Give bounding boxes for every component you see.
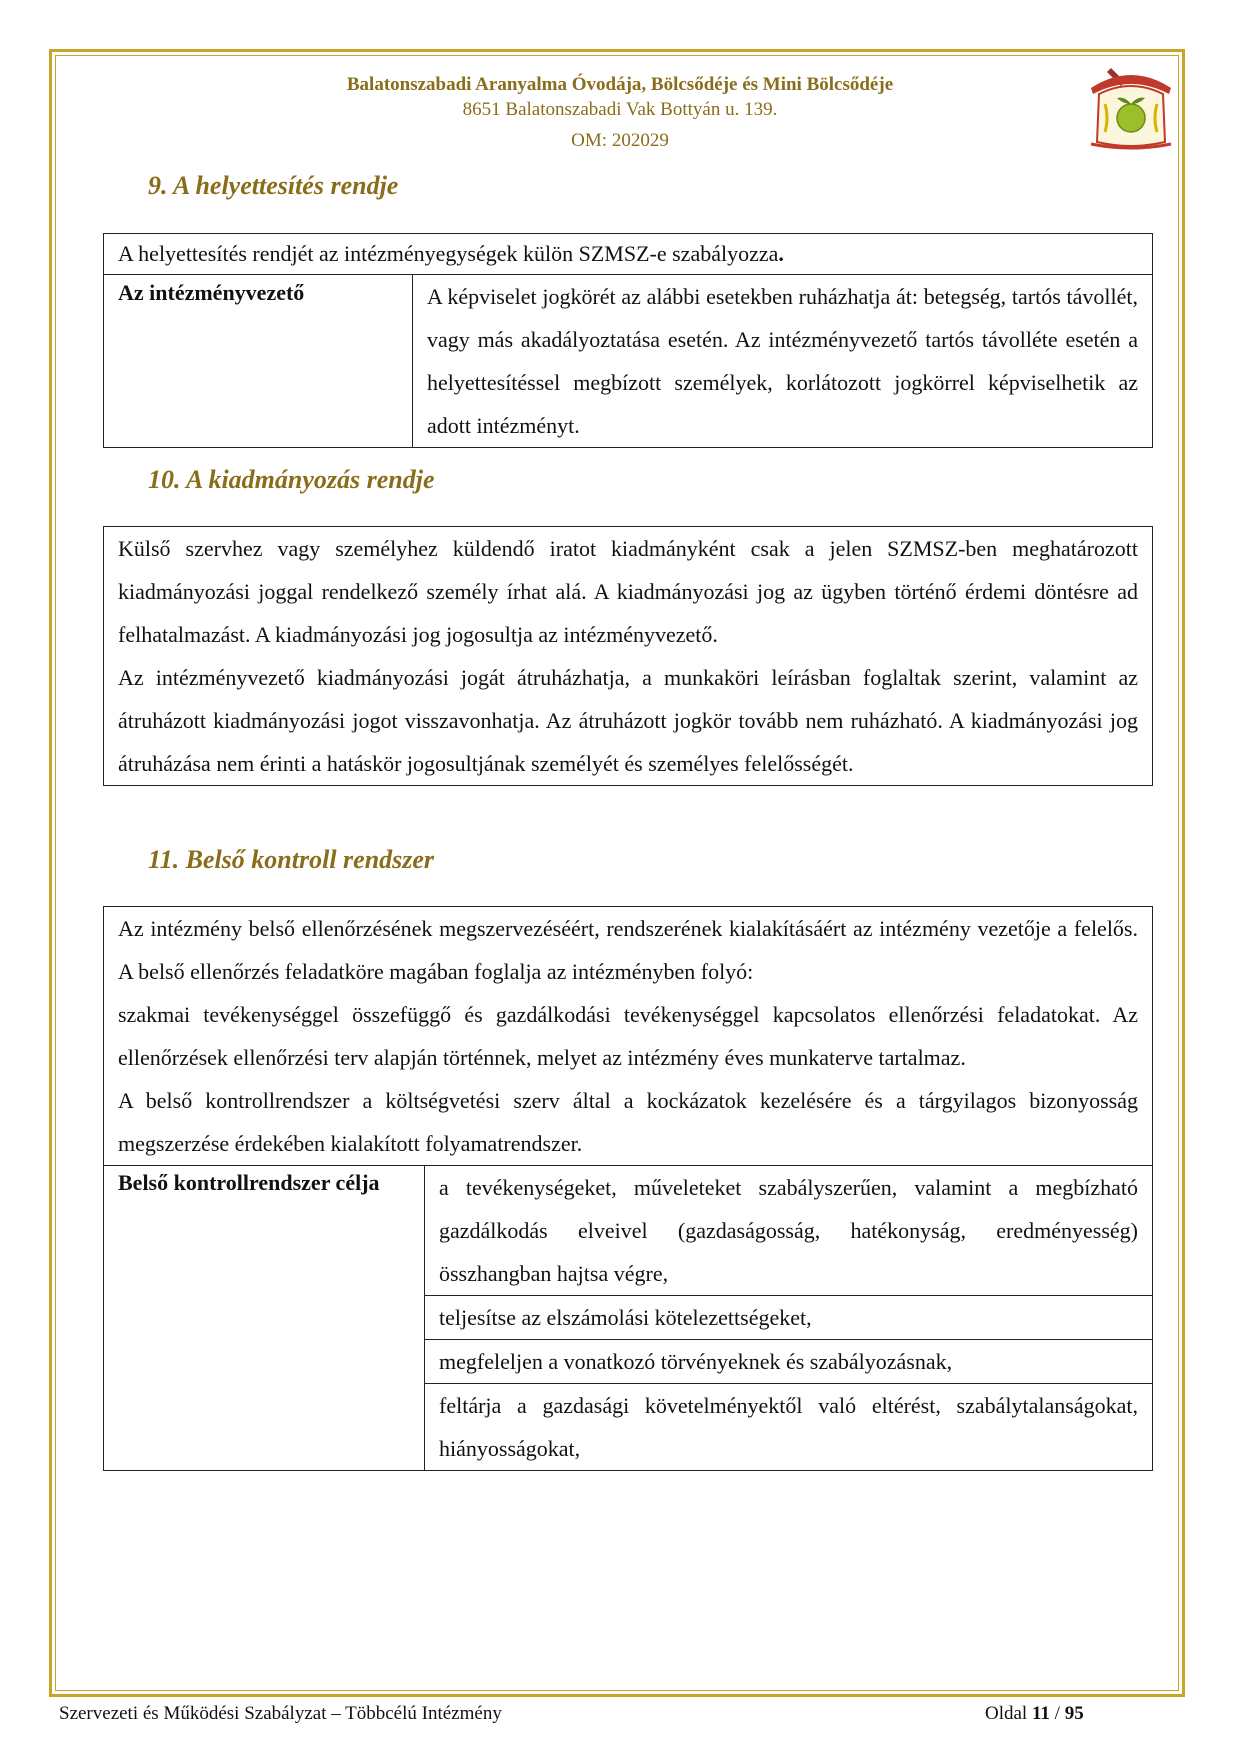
section-10-title: 10. A kiadmányozás rendje xyxy=(148,465,435,494)
internal-control-paragraph-2: szakmai tevékenységgel összefüggő és gazdálkodási tevékenységgel kapcsolatos ellenőrzési feladatokat. Az ellenőrzések ellenőrzési terv alapján történnek, melyet az intézmény éves munkaterve tartalmaz. xyxy=(118,1002,1138,1070)
control-goal-item: teljesítse az elszámolási kötelezettségeket, xyxy=(425,1296,1153,1340)
institution-om: OM: 202029 xyxy=(571,130,669,151)
signature-rules-paragraph-1: Külső szervhez vagy személyhez küldendő iratot kiadmányként csak a jelen SZMSZ-ben meghatározott kiadmányozási joggal rendelkező személy írhat alá. A kiadmányozási jog az ügyben történő érdemi döntésre ad felhatalmazást. A kiadmányozási jog jogosultja az intézményvezető. xyxy=(118,536,1138,647)
institution-address: 8651 Balatonszabadi Vak Bottyán u. 139. xyxy=(462,99,778,120)
control-goal-item: feltárja a gazdasági követelményektől való eltérést, szabálytalanságokat, hiányosságokat, xyxy=(425,1384,1153,1471)
substitution-row-label: Az intézményvezető xyxy=(104,275,413,448)
section-9-title: 9. A helyettesítés rendje xyxy=(148,171,399,200)
document-header xyxy=(200,72,1040,153)
internal-control-text xyxy=(104,907,1153,1166)
institution-logo-icon xyxy=(1085,58,1177,152)
control-goal-item: a tevékenységeket, műveleteket szabályszerűen, valamint a megbízható gazdálkodás elveivel (gazdaságosság, hatékonyság, eredményesség) összhangban hajtsa végre, xyxy=(425,1166,1153,1296)
signature-rules-box xyxy=(103,526,1153,786)
footer-document-title: Szervezeti és Működési Szabályzat – Többcélú Intézmény xyxy=(59,1703,502,1724)
control-goal-label: Belső kontrollrendszer célja xyxy=(104,1166,425,1471)
footer-page-number: Oldal 11 / 95 xyxy=(985,1703,1084,1724)
section-11-title: 11. Belső kontroll rendszer xyxy=(148,845,435,874)
control-goal-item: megfeleljen a vonatkozó törvényeknek és szabályozásnak, xyxy=(425,1340,1153,1384)
signature-rules-text xyxy=(104,527,1153,786)
internal-control-paragraph-3: A belső kontrollrendszer a költségvetési szerv által a kockázatok kezelésére és a tárgyilagos bizonyosság megszerzése érdekében kialakított folyamatrendszer. xyxy=(118,1088,1138,1156)
substitution-row-text: A képviselet jogkörét az alábbi esetekben ruházhatja át: betegség, tartós távollét, vagy más akadályoztatása esetén. Az intézményvezető tartós távolléte esetén a helyettesítéssel megbízott személyek, korlátozott jogkörrel képviselhetik az adott intézményt. xyxy=(413,275,1153,448)
internal-control-paragraph-1: Az intézmény belső ellenőrzésének megszervezéséért, rendszerének kialakításáért az intézmény vezetője a felelős. A belső ellenőrzés feladatköre magában foglalja az intézményben folyó: xyxy=(118,916,1138,984)
institution-name: Balatonszabadi Aranyalma Óvodája, Bölcsődéje és Mini Bölcsődéje xyxy=(346,74,894,95)
internal-control-table xyxy=(103,906,1153,1471)
substitution-intro: A helyettesítés rendjét az intézményegységek külön SZMSZ-e szabályozza. xyxy=(104,234,1153,275)
substitution-table xyxy=(103,233,1153,448)
signature-rules-paragraph-2: Az intézményvezető kiadmányozási jogát átruházhatja, a munkaköri leírásban foglaltak szerint, valamint az átruházott kiadmányozási jogot visszavonhatja. Az átruházott jogkör tovább nem ruházható. A kiadmányozási jog átruházása nem érinti a hatáskör jogosultjának személyét és személyes felelősségét. xyxy=(118,665,1138,776)
